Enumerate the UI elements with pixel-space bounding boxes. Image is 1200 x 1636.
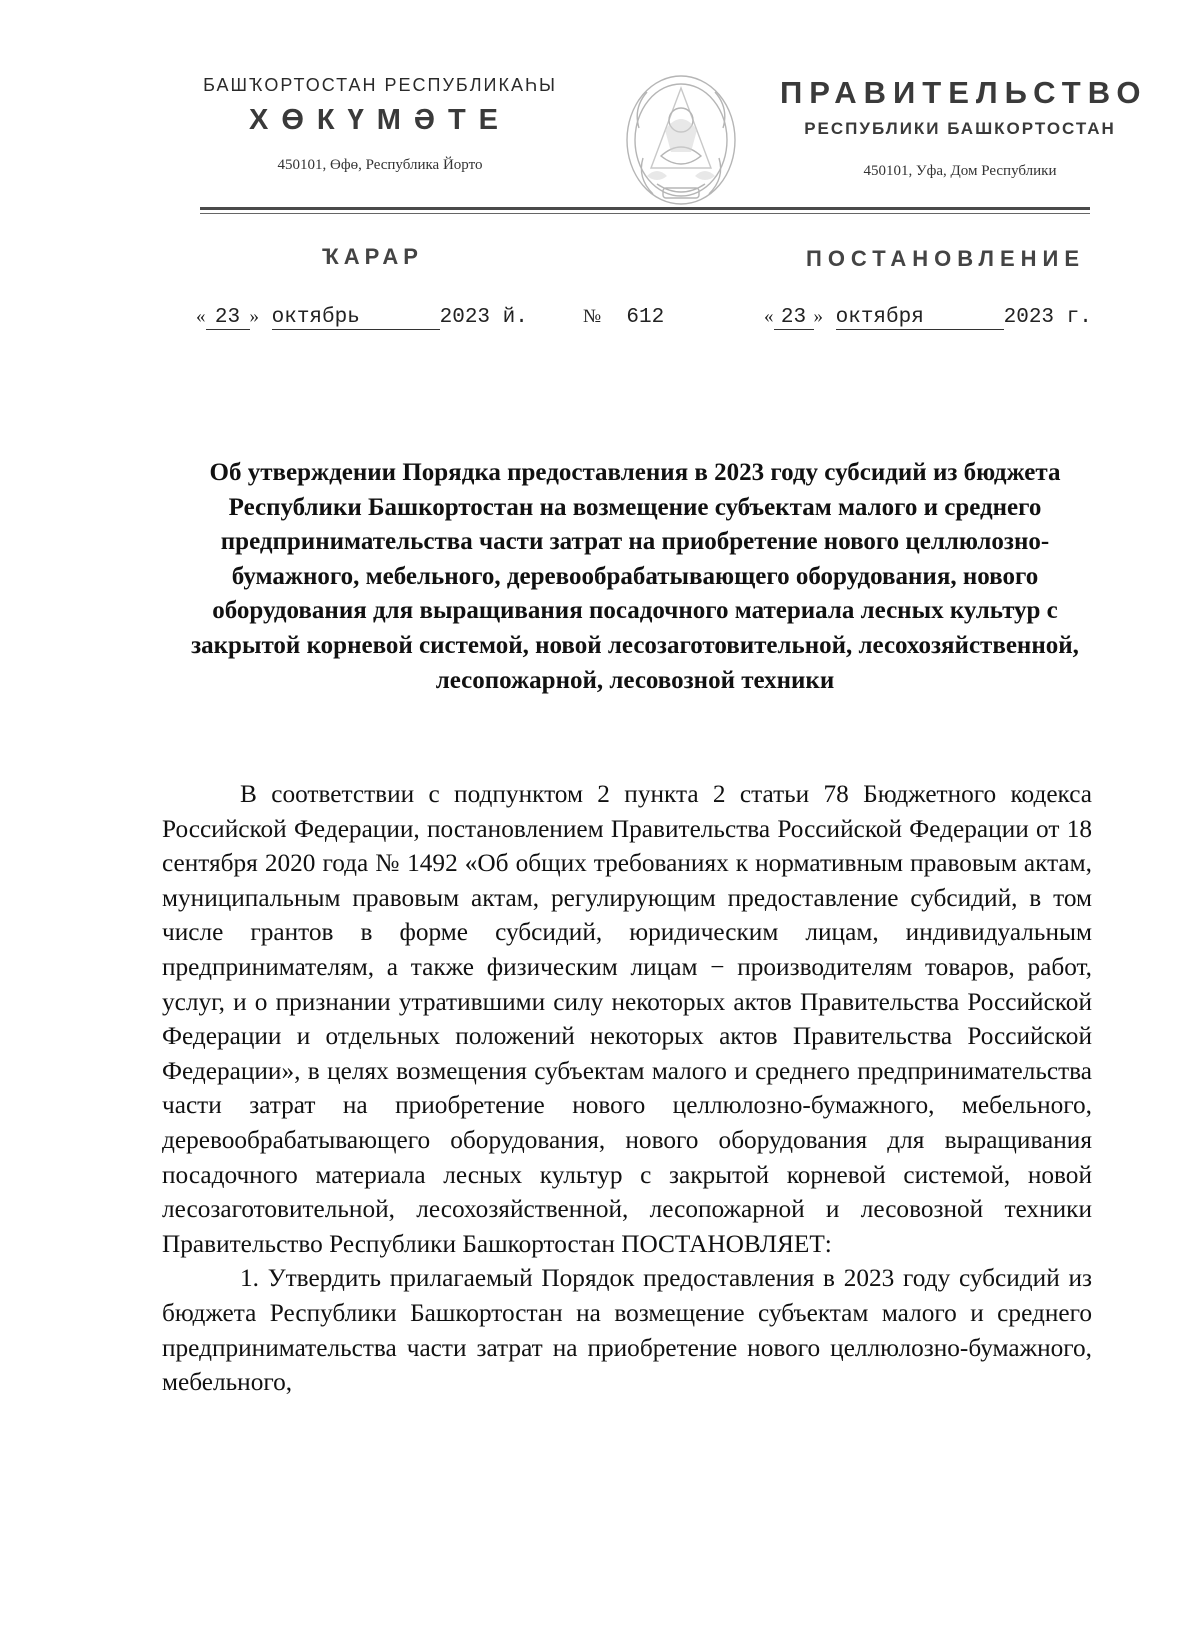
document-body xyxy=(162,777,1092,1400)
letterhead-divider-thick xyxy=(200,207,1090,210)
date-left xyxy=(196,306,528,330)
letterhead-russian xyxy=(780,75,1148,180)
date-left-month: октябрь xyxy=(272,307,440,330)
doc-type-bashkir: ҠАРАР xyxy=(322,244,423,269)
date-right xyxy=(764,306,1092,330)
coat-of-arms-icon xyxy=(617,68,745,216)
letterhead-bashkir xyxy=(190,75,570,174)
letterhead-right-address: 450101, Уфа, Дом Республики xyxy=(863,163,1057,179)
letterhead-left-government: ХӨКҮМӘТЕ xyxy=(249,104,511,136)
letterhead-divider-thin xyxy=(200,213,1090,214)
quote-open: « xyxy=(764,306,774,327)
date-right-day: 23 xyxy=(774,307,814,330)
quote-open: « xyxy=(196,306,206,327)
document-number xyxy=(583,306,664,329)
quote-close: » xyxy=(813,306,823,327)
letterhead-left-address: 450101, Өфө, Республика Йорто xyxy=(277,157,483,173)
item-1-paragraph: 1. Утвердить прилагаемый Порядок предоставления в 2023 году субсидий из бюджета Республики Башкортостан на возмещение субъектам малого и среднего предпринимательства части затрат на приобретение нового целлюлозно-бумажного, мебельного, xyxy=(162,1264,1092,1397)
number-value: 612 xyxy=(626,306,665,329)
letterhead-right-republic: РЕСПУБЛИКИ БАШКОРТОСТАН xyxy=(804,119,1116,138)
doc-type-russian: ПОСТАНОВЛЕНИЕ xyxy=(806,246,1086,271)
date-left-day: 23 xyxy=(206,307,250,330)
date-right-month: октября xyxy=(836,307,1004,330)
letterhead-left-republic: БАШҠОРТОСТАН РЕСПУБЛИКАҺЫ xyxy=(203,75,557,95)
preamble-paragraph: В соответствии с подпунктом 2 пункта 2 статьи 78 Бюджетного кодекса Российской Федерации, постановлением Правительства Российской Федерации от 18 сентября 2020 года № 1492 «Об общих требованиях к нормативным правовым актам, муниципальным правовым актам, регулирующим предоставление субсидий, в том числе грантов в форме субсидий, юридическим лицам, индивидуальным предпринимателям, а также физическим лицам − производителям товаров, работ, услуг, и о признании утратившими силу некоторых актов Правительства Российской Федерации и отдельных положений некоторых актов Правительства Российской Федерации», в целях возмещения субъектам малого и среднего предпринимательства части затрат на приобретение нового целлюлозно-бумажного, мебельного, деревообрабатывающего оборудования, нового оборудования для выращивания посадочного материала лесных культур с закрытой корневой системой, новой лесозаготовительной, лесохозяйственной, лесопожарной и лесовозной техники Правительство Республики Башкортостан ПОСТАНОВЛЯЕТ: xyxy=(162,780,1092,1258)
quote-close: » xyxy=(249,306,259,327)
number-sign: № xyxy=(583,306,602,327)
letterhead-right-government: ПРАВИТЕЛЬСТВО xyxy=(780,75,1148,110)
document-title: Об утверждении Порядка предоставления в 2023 году субсидий из бюджета Республики Башкортостан на возмещение субъектам малого и среднего предпринимательства части затрат на приобретение нового целлюлозно-бумажного, мебельного, деревообрабатывающего оборудования, нового оборудования для выращивания посадочного материала лесных культур с закрытой корневой системой, новой лесозаготовительной, лесохозяйственной, лесопожарной, лесовозной техники xyxy=(191,459,1079,694)
date-right-year: 2023 г. xyxy=(1003,306,1092,329)
date-left-year: 2023 й. xyxy=(439,306,528,329)
